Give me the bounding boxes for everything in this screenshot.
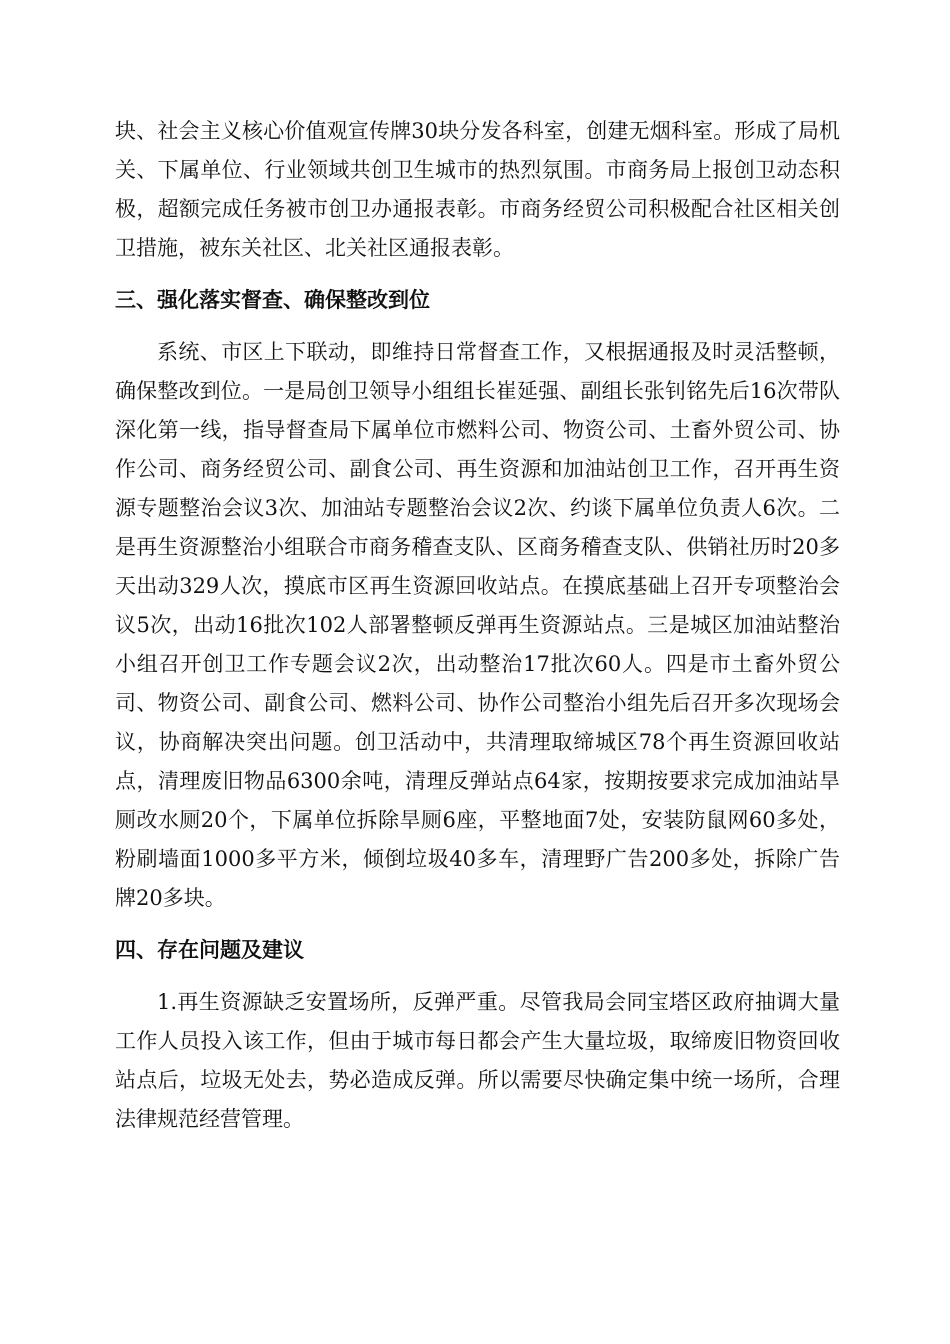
section-heading-3: 三、强化落实督查、确保整改到位 [115,288,430,312]
paragraph-intro: 块、社会主义核心价值观宣传牌30块分发各科室，创建无烟科室。形成了局机关、下属单位、行业领域共创卫生城市的热烈氛围。市商务局上报创卫动态积极，超额完成任务被市创卫办通报表彰。市商务经贸公司积极配合社区相关创卫措施，被东关社区、北关社区通报表彰。 [115,119,840,260]
paragraph-section-4-item-1: 1.再生资源缺乏安置场所，反弹严重。尽管我局会同宝塔区政府抽调大量工作人员投入该工作，但由于城市每日都会产生大量垃圾，取缔废旧物资回收站点后，垃圾无处去，势必造成反弹。所以需要尽快确定集中统一场所，合理法律规范经营管理。 [115,990,840,1131]
paragraph-section-3: 系统、市区上下联动，即维持日常督查工作，又根据通报及时灵活整顿，确保整改到位。一是局创卫领导小组组长崔延强、副组长张钊铭先后16次带队深化第一线，指导督查局下属单位市燃料公司、物资公司、土畜外贸公司、协作公司、商务经贸公司、副食公司、再生资源和加油站创卫工作，召开再生资源专题整治会议3次、加油站专题整治会议2次、约谈下属单位负责人6次。二是再生资源整治小组联合市商务稽查支队、区商务稽查支队、供销社历时20多天出动329人次，摸底市区再生资源回收站点。在摸底基础上召开专项整治会议5次，出动16批次102人部署整顿反弹再生资源站点。三是城区加油站整治小组召开创卫工作专题会议2次，出动整治17批次60人。四是市土畜外贸公司、物资公司、副食公司、燃料公司、协作公司整治小组先后召开多次现场会议，协商解决突出问题。创卫活动中，共清理取缔城区78个再生资源回收站点，清理废旧物品6300余吨，清理反弹站点64家，按期按要求完成加油站旱厕改水厕20个，下属单位拆除旱厕6座，平整地面7处，安装防鼠网60多处，粉刷墙面1000多平方米，倾倒垃圾40多车，清理野广告200多处，拆除广告牌20多块。 [115,340,840,910]
document-body [115,112,840,1139]
section-heading-4: 四、存在问题及建议 [115,938,304,962]
